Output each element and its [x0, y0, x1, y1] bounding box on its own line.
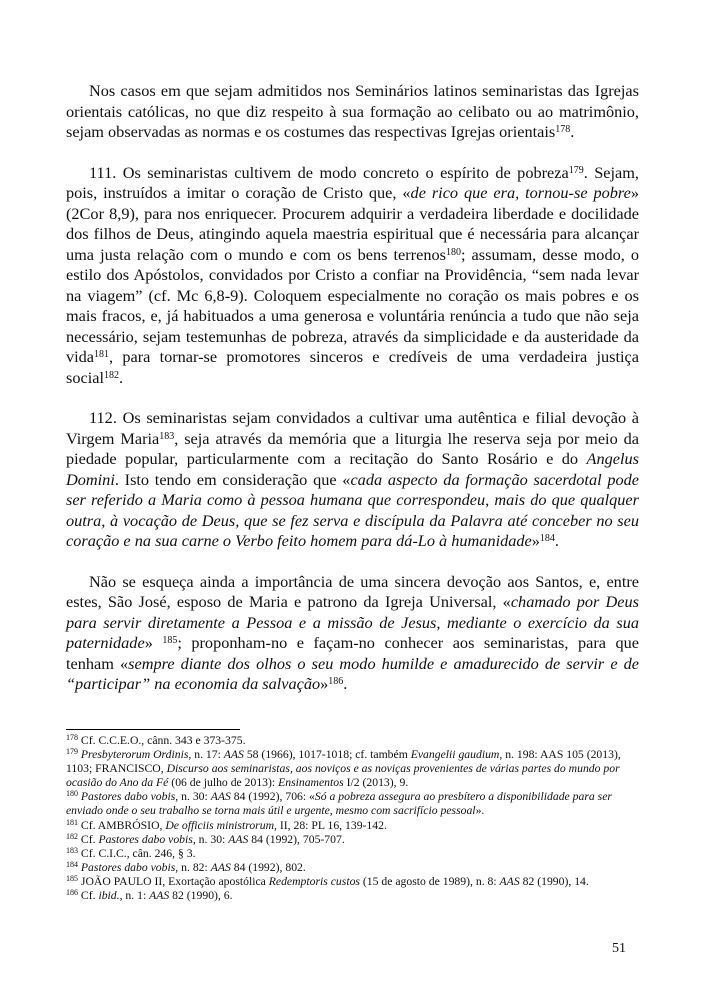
footnote-185 — [66, 875, 639, 889]
page-number: 51 — [612, 941, 626, 956]
text-segment: . — [118, 367, 124, 387]
paragraph-111-poverty — [66, 163, 639, 389]
text-segment: , II, 28: PL 16, 139-142. — [274, 818, 387, 832]
text-segment: Cf. AMBRÓSIO, — [78, 818, 166, 832]
footnote-text — [66, 790, 612, 817]
footnote-number: 178 — [66, 733, 78, 742]
italic-text: ibid. — [98, 889, 120, 903]
italic-text: sempre diante dos olhos o seu modo humilde e amadurecido de servir e de “participar” na economia da salvação — [66, 653, 639, 693]
italic-text: De officiis ministrorum — [165, 818, 275, 832]
italic-text: Só a pobreza assegura ao presbítero a disponibilidade para ser enviado onde o seu trabalho se torna mais útil e urgente, mesmo com sacrifício pessoal — [66, 790, 612, 818]
italic-text: Redemptoris custos — [268, 874, 360, 888]
text-segment: 111. Os seminaristas cultivem de modo concreto o espírito de pobreza — [89, 162, 569, 182]
footnotes — [66, 734, 639, 903]
text-segment: » — [531, 531, 540, 550]
footnote-reference: 184 — [539, 533, 555, 544]
footnote-text — [78, 819, 387, 832]
footnote-182 — [66, 833, 639, 847]
text-segment: . — [554, 531, 559, 550]
text-segment: Cf. C.I.C., cân. 246, § 3. — [78, 846, 196, 860]
footnote-reference: 178 — [555, 124, 571, 135]
footnote-number: 179 — [66, 747, 78, 757]
footnote-178 — [66, 734, 639, 748]
text-segment: , n. 82: — [175, 860, 211, 874]
text-segment: , n. 30: — [192, 832, 229, 846]
text-segment: , n. 17: — [188, 748, 224, 762]
text-segment: 112. Os seminaristas sejam convidados a cultivar uma autêntica e filial devoção à Virgem Maria — [66, 408, 639, 448]
text-segment: Cf. — [78, 832, 99, 846]
text-segment: . — [343, 674, 348, 693]
document-body — [66, 81, 639, 715]
text-segment: (06 de julho de 2013): — [168, 776, 279, 790]
text-segment: Não se esqueça ainda a importância de uma sincera devoção aos Santos, e, entre estes, São José, esposo de Maria e patrono da Igreja Universal, « — [66, 571, 639, 611]
text-segment: 58 (1966), 1017-1018; cf. também — [243, 748, 411, 762]
italic-text: AAS — [499, 874, 520, 888]
italic-text: Presbyterorum Ordinis — [80, 748, 189, 762]
footnote-179 — [66, 748, 639, 790]
footnote-text — [78, 833, 345, 846]
footnote-reference: 183 — [159, 430, 175, 442]
footnote-number: 185 — [66, 873, 78, 883]
italic-text: Pastores dabo vobis — [98, 832, 193, 846]
footnote-reference: 180 — [445, 246, 461, 258]
footnote-text — [78, 847, 196, 860]
text-segment: Cf. — [78, 889, 99, 903]
text-segment: ». — [475, 804, 485, 818]
footnote-number: 183 — [66, 845, 78, 855]
text-segment: , n. 198: AAS 105 (2013), 1103; FRANCISCO, — [66, 748, 621, 776]
footnote-181 — [66, 819, 639, 833]
footnote-separator — [66, 729, 240, 730]
italic-text: AAS — [223, 748, 244, 762]
text-segment: » — [144, 633, 163, 652]
text-segment: I/2 (2013), 9. — [343, 776, 409, 790]
footnote-number: 182 — [66, 831, 78, 841]
text-segment: (15 de agosto de 1989), n. 8: — [359, 874, 500, 888]
footnote-text — [78, 734, 246, 747]
footnote-reference: 181 — [94, 349, 110, 360]
text-segment: , para tornar-se promotores sinceros e credíveis de uma verdadeira justiça social — [66, 347, 639, 387]
italic-text: AAS — [149, 889, 170, 903]
italic-text: cada aspecto da formação sacerdotal pode ser referido a Maria como à pessoa humana que correspondeu, mais do que qualquer outra, à vocação de Deus, que se fez serva e discípula da Palavra até conceber no seu coração e na sua carne o Verbo feito homem para dá-Lo à humanidade — [66, 469, 639, 550]
text-segment: , seja através da memória que a liturgia lhe reserva seja por meio da piedade popular, particularmente com a recitação do Santo Rosário e do — [66, 428, 639, 468]
text-segment: 84 (1992), 706: « — [230, 790, 315, 804]
footnote-reference: 179 — [568, 164, 584, 176]
paragraph-oriental-seminarians — [66, 81, 639, 143]
footnote-number: 180 — [66, 789, 78, 799]
text-segment: 84 (1992), 802. — [230, 860, 306, 874]
footnote-text — [78, 875, 589, 888]
text-segment: , n. 1: — [119, 889, 150, 903]
footnote-180 — [66, 790, 639, 818]
text-segment: . — [570, 122, 575, 141]
paragraph-112-marian-devotion — [66, 408, 639, 552]
paragraph-saints-devotion — [66, 572, 639, 695]
text-segment: Cf. C.C.E.O., cânn. 343 e 373-375. — [78, 734, 246, 747]
footnote-text — [78, 861, 306, 874]
text-segment: ; assumam, desse modo, o estilo dos Apóstolos, convidados por Cristo a confiar na Providência, “sem nada levar na viagem” (cf. Mc 6,8-9). Coloquem especialmente no coração os mais pobres e os mais fracos, e, já habituados a uma generosa e voluntária renúncia a tudo que não seja necessário, sejam testemunhas de pobreza, através da simplicidade e da austeridade da vida — [66, 244, 640, 366]
footnote-reference: 186 — [328, 676, 344, 687]
footnote-text — [66, 748, 621, 789]
text-segment: 82 (1990), 6. — [169, 889, 233, 903]
footnote-reference: 182 — [103, 369, 119, 381]
italic-text: AAS — [210, 790, 231, 804]
footnote-183 — [66, 847, 639, 861]
footnote-number: 184 — [66, 859, 78, 869]
text-segment: , n. 30: — [175, 790, 211, 804]
text-segment: » — [320, 674, 329, 693]
footnote-number: 186 — [66, 888, 78, 898]
text-segment: . Isto tendo em consideração que « — [114, 469, 351, 489]
italic-text: Discurso aos seminaristas, aos noviços e as noviças provenientes de várias partes do mundo por ocasião do Ano da Fé — [66, 762, 620, 790]
footnote-184 — [66, 861, 639, 875]
footnote-number: 181 — [66, 817, 78, 827]
text-segment: Nos casos em que sejam admitidos nos Seminários latinos seminaristas das Igrejas orientais católicas, no que diz respeito à sua formação ao celibato ou ao matrimônio, sejam observadas as normas e os costumes das respectivas Igrejas orientais — [66, 81, 639, 141]
italic-text: de rico que era, tornou-se pobre — [410, 183, 631, 202]
text-segment: 84 (1992), 705-707. — [248, 832, 345, 846]
italic-text: AAS — [210, 860, 231, 874]
text-segment: . Sejam, pois, instruídos a imitar o coração de Cristo que, « — [66, 162, 640, 202]
text-segment: JOÃO PAULO II, Exortação apostólica — [78, 874, 269, 888]
text-segment: ; proponham-no e façam-no conhecer aos seminaristas, para que tenham « — [66, 633, 639, 673]
italic-text: Pastores dabo vobis — [80, 790, 176, 804]
text-segment: 82 (1990), 14. — [519, 874, 589, 888]
footnote-text — [78, 889, 233, 902]
italic-text: Evangelii gaudium — [410, 748, 500, 762]
italic-text: AAS — [228, 832, 249, 846]
text-segment: » (2Cor 8,9), para nos enriquecer. Procurem adquirir a verdadeira liberdade e docilidade dos filhos de Deus, atingindo aquela maestria espiritual que é necessária para alcançar uma justa relação com o mundo e com os bens terrenos — [66, 183, 639, 264]
italic-text: Ensinamentos — [278, 776, 344, 790]
footnote-reference: 185 — [162, 635, 178, 646]
italic-text: chamado por Deus para servir diretamente a Pessoa e a missão de Jesus, mediante o exercício da sua paternidade — [66, 592, 639, 652]
footnote-186 — [66, 889, 639, 903]
italic-text: Pastores dabo vobis — [80, 860, 176, 874]
italic-text: Angelus Domini — [66, 449, 639, 489]
